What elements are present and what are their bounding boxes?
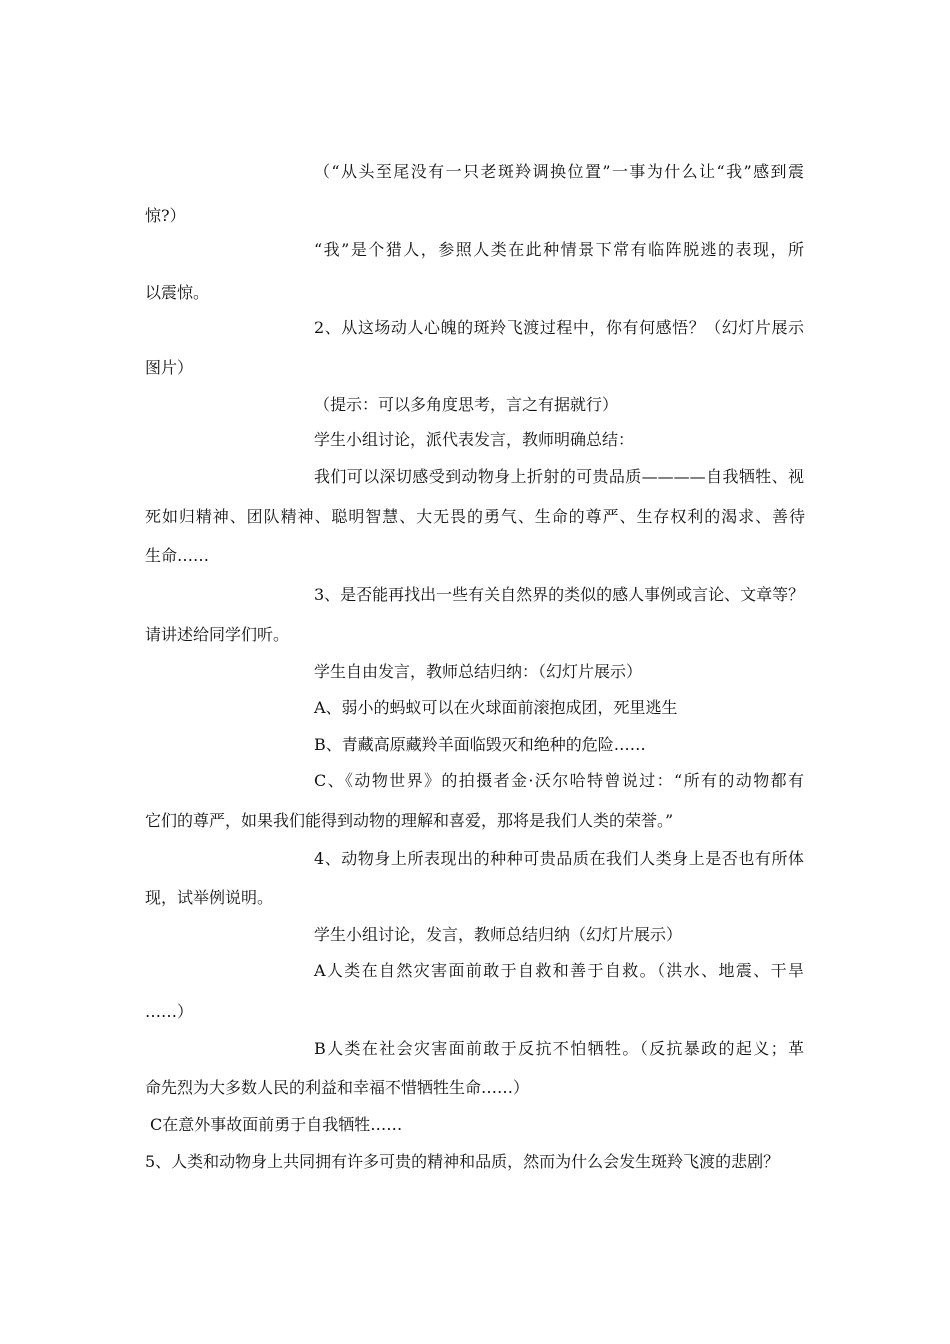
- text-line: 以震惊。: [145, 283, 210, 302]
- text-line: 5、人类和动物身上共同拥有许多可贵的精神和品质，然而为什么会发生斑羚飞渡的悲剧？: [145, 1152, 780, 1171]
- text-line: B人类在社会灾害面前敢于反抗不怕牺牲。（反抗暴政的起义；革: [314, 1039, 804, 1058]
- text-line: 2、从这场动人心魄的斑羚飞渡过程中，你有何感悟？（幻灯片展示: [314, 318, 804, 337]
- text-line: 我们可以深切感受到动物身上折射的可贵品质————自我牺牲、视: [314, 467, 804, 486]
- text-line: C、《动物世界》的拍摄者金·沃尔哈特曾说过：“所有的动物都有: [314, 771, 804, 790]
- text-line: 图片）: [145, 358, 194, 377]
- text-line: （提示：可以多角度思考，言之有据就行）: [314, 395, 619, 414]
- text-line: C在意外事故面前勇于自我牺牲……: [150, 1115, 403, 1134]
- text-line: “我”是个猎人，参照人类在此种情景下常有临阵脱逃的表现，所: [314, 240, 804, 259]
- text-line: 生命……: [145, 546, 210, 565]
- text-line: A人类在自然灾害面前敢于自救和善于自救。（洪水、地震、干旱: [314, 961, 804, 980]
- text-line: ……）: [145, 1002, 194, 1021]
- text-line: A、弱小的蚂蚁可以在火球面前滚抱成团，死里逃生: [314, 698, 678, 717]
- text-line: 命先烈为大多数人民的利益和幸福不惜牺牲生命……）: [145, 1078, 530, 1097]
- text-line: 它们的尊严，如果我们能得到动物的理解和喜爱，那将是我们人类的荣誉。”: [145, 811, 674, 830]
- text-line: 死如归精神、团队精神、聪明智慧、大无畏的勇气、生命的尊严、生存权利的渴求、善待: [145, 507, 805, 526]
- text-line: 3、是否能再找出一些有关自然界的类似的感人事例或言论、文章等？: [314, 585, 805, 604]
- text-line: 学生自由发言，教师总结归纳：（幻灯片展示）: [314, 662, 643, 681]
- text-line: 学生小组讨论，派代表发言，教师明确总结：: [314, 430, 635, 449]
- text-line: 请讲述给同学们听。: [145, 625, 290, 644]
- text-line: （“从头至尾没有一只老斑羚调换位置”一事为什么让“我”感到震: [314, 162, 804, 181]
- text-line: 4、动物身上所表现出的种种可贵品质在我们人类身上是否也有所体: [314, 849, 804, 868]
- text-line: 惊?）: [145, 206, 186, 225]
- text-line: 现，试举例说明。: [145, 888, 274, 907]
- text-line: B、青藏高原藏羚羊面临毁灭和绝种的危险……: [314, 735, 646, 754]
- text-line: 学生小组讨论，发言，教师总结归纳（幻灯片展示）: [314, 925, 683, 944]
